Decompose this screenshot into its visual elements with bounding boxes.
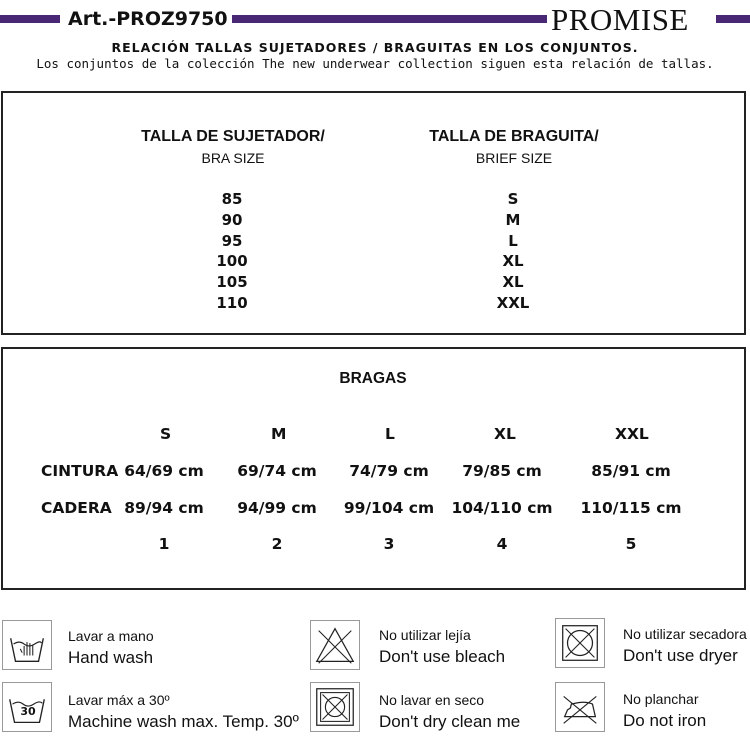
header-bar-left	[0, 15, 60, 23]
care-label-es: No planchar	[623, 691, 699, 707]
brief-size-subheader: BRIEF SIZE	[475, 150, 553, 166]
machine-wash-30-icon	[2, 682, 52, 732]
bragas-cell: 74/79 cm	[349, 462, 429, 480]
no-iron-icon	[555, 682, 605, 732]
care-label-en: Hand wash	[68, 648, 154, 667]
intro-text: Los conjuntos de la colección The new underwear collection siguen esta relación de tallas.	[36, 56, 714, 71]
care-label-en: Machine wash max. Temp. 30º	[68, 712, 299, 731]
bragas-size-header: L	[385, 425, 395, 443]
header-bar-right	[716, 15, 750, 23]
no-bleach-icon	[310, 620, 360, 670]
no-tumble-dry-icon	[555, 618, 605, 668]
bragas-size-header: XXL	[615, 425, 649, 443]
bragas-size-number: 3	[383, 535, 395, 553]
page-subtitle: RELACIÓN TALLAS SUJETADORES / BRAGUITAS EN LOS CONJUNTOS.	[111, 40, 639, 55]
bragas-size-header: S	[160, 425, 172, 443]
bragas-cell: 85/91 cm	[591, 462, 671, 480]
brief-size-column	[473, 189, 553, 314]
bragas-size-number: 1	[158, 535, 170, 553]
care-label-es: Lavar máx a 30º	[68, 692, 170, 708]
bragas-cell: 64/69 cm	[124, 462, 204, 480]
bragas-cell: 79/85 cm	[462, 462, 542, 480]
set-size-table	[1, 91, 746, 335]
care-label-es: No utilizar lejía	[379, 627, 471, 643]
brief-size-value: L	[508, 231, 518, 250]
bragas-size-number: 2	[271, 535, 283, 553]
bragas-title: BRAGAS	[339, 370, 407, 387]
care-label-es: No utilizar secadora	[623, 626, 747, 642]
brief-size-value: S	[507, 190, 519, 208]
bra-size-value: 85	[221, 190, 243, 208]
header-bar-middle	[232, 15, 547, 23]
care-label-es: Lavar a mano	[68, 628, 154, 644]
bra-size-value: 95	[221, 231, 243, 250]
brief-size-value: XXL	[496, 293, 530, 312]
brief-size-value: M	[505, 210, 521, 229]
bra-size-value: 100	[216, 252, 248, 271]
article-code: Art.-PROZ9750	[68, 8, 228, 30]
bragas-row-label: CADERA	[41, 499, 112, 517]
hand-wash-icon	[2, 620, 52, 670]
bra-size-value: 110	[216, 293, 248, 312]
bragas-size-number: 5	[625, 535, 637, 553]
brief-size-header: TALLA DE BRAGUITA/	[429, 128, 599, 145]
bra-size-subheader: BRA SIZE	[201, 150, 265, 166]
bragas-cell: 69/74 cm	[237, 462, 317, 480]
bragas-size-number: 4	[496, 535, 508, 553]
bra-size-value: 105	[216, 273, 248, 292]
care-label-en: Don't use dryer	[623, 646, 738, 665]
wash-temperature-label: 30	[20, 705, 36, 718]
bragas-size-header: XL	[494, 425, 516, 443]
bragas-cell: 110/115 cm	[580, 499, 682, 517]
no-dry-clean-icon	[310, 682, 360, 732]
bragas-row-label: CINTURA	[41, 462, 119, 480]
care-label-es: No lavar en seco	[379, 692, 485, 708]
bragas-cell: 104/110 cm	[451, 499, 553, 517]
bragas-cell: 99/104 cm	[343, 499, 435, 517]
bra-size-column	[192, 189, 272, 314]
brand-logo: PROMISE	[551, 2, 689, 37]
care-label-en: Don't dry clean me	[379, 712, 521, 731]
bra-size-value: 90	[221, 210, 243, 229]
bragas-cell: 94/99 cm	[237, 499, 317, 517]
bra-size-header: TALLA DE SUJETADOR/	[141, 128, 325, 145]
bragas-table	[1, 347, 746, 590]
brief-size-value: XL	[502, 252, 524, 271]
care-label-en: Do not iron	[623, 711, 707, 730]
care-label-en: Don't use bleach	[379, 647, 506, 666]
bragas-cell: 89/94 cm	[124, 499, 204, 517]
bragas-size-header: M	[271, 425, 287, 443]
brief-size-value: XL	[502, 273, 524, 292]
